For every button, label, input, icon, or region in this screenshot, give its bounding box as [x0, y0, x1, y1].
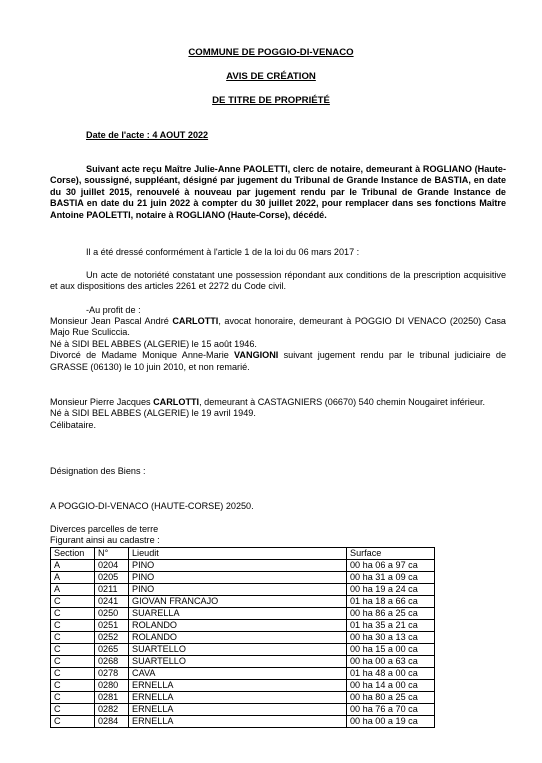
intro-text-1: Suivant acte reçu Maître — [86, 164, 195, 174]
cell-lieudit: SUARTELLO — [129, 656, 347, 668]
cell-lieudit: GIOVAN FRANCAJO — [129, 596, 347, 608]
cell-numero: 0252 — [95, 632, 129, 644]
cell-numero: 0211 — [95, 584, 129, 596]
cell-lieudit: ERNELLA — [129, 704, 347, 716]
cell-section: A — [51, 584, 95, 596]
cadastre-table — [50, 547, 435, 728]
table-row — [51, 704, 435, 716]
person2-identity — [50, 397, 506, 408]
notoriete-text: Un acte de notoriété constatant une possession répondant aux conditions de la prescription acquisitive et aux dispositions des articles 2261 et 2272 du Code civil. — [50, 270, 506, 292]
table-row — [51, 656, 435, 668]
person1-divorce-a: Divorcé de Madame Monique Anne-Marie — [50, 350, 235, 361]
table-row — [51, 632, 435, 644]
cell-surface: 01 ha 18 a 66 ca — [347, 596, 435, 608]
cell-surface: 01 ha 35 a 21 ca — [347, 620, 435, 632]
cell-section: A — [51, 560, 95, 572]
cell-section: C — [51, 716, 95, 728]
intro-text-5: , renouvelé à nouveau par jugement rendu par le Tribunal de Grande Instance de BASTIA en date du 21 juin 2022 à compter du 30 juillet 2022, pour remplacer dans ses fonctions Maître Antoine PAOLETTI, notaire à ROGLIANO (Haute-Corse), décédé. — [50, 186, 506, 220]
cell-numero: 0204 — [95, 560, 129, 572]
cell-lieudit: PINO — [129, 560, 347, 572]
cell-numero: 0278 — [95, 668, 129, 680]
cell-section: C — [51, 692, 95, 704]
cell-surface: 00 ha 06 a 97 ca — [347, 560, 435, 572]
cell-surface: 00 ha 00 a 63 ca — [347, 656, 435, 668]
table-row — [51, 572, 435, 584]
cell-numero: 0268 — [95, 656, 129, 668]
lieu-text: A POGGIO-DI-VENACO (HAUTE-CORSE) 20250. — [50, 501, 254, 511]
table-row — [51, 716, 435, 728]
person1-block — [50, 316, 506, 373]
cell-section: C — [51, 632, 95, 644]
cell-surface: 00 ha 15 a 00 ca — [347, 644, 435, 656]
intro-date-1: 30 juillet 2015 — [65, 186, 130, 197]
table-row — [51, 596, 435, 608]
header-numero: N° — [95, 548, 129, 560]
cell-surface: 00 ha 30 a 13 ca — [347, 632, 435, 644]
intro-text-2: , clerc de notaire, demeurant à — [287, 164, 423, 174]
cell-surface: 00 ha 19 a 24 ca — [347, 584, 435, 596]
parcelles-text: Diverces parcelles de terre — [50, 524, 159, 534]
cell-lieudit: PINO — [129, 584, 347, 596]
cell-section: C — [51, 608, 95, 620]
intro-text-3: , soussigné, suppléant, désigné par jugement du Tribunal de Grande Instance de — [78, 175, 435, 186]
cell-numero: 0280 — [95, 680, 129, 692]
person2-name: CARLOTTI — [153, 397, 200, 407]
cell-section: A — [51, 572, 95, 584]
designation-label: Désignation des Biens : — [50, 466, 146, 476]
intro-text-4: , en date du — [50, 175, 506, 197]
cell-surface: 00 ha 31 a 09 ca — [347, 572, 435, 584]
profit-text: -Au profit de : — [86, 305, 141, 315]
cell-numero: 0265 — [95, 644, 129, 656]
cell-numero: 0205 — [95, 572, 129, 584]
titre-heading: DE TITRE DE PROPRIÉTÉ — [212, 95, 330, 106]
intro-place-2: BASTIA — [434, 175, 469, 186]
cell-surface: 00 ha 00 a 19 ca — [347, 716, 435, 728]
avis-heading: AVIS DE CRÉATION — [226, 71, 316, 82]
table-row — [51, 608, 435, 620]
person1-divorce-b: suivant jugement rendu par le tribunal judiciaire de GRASSE (06130) le 10 juin 2010, et non remarié. — [50, 350, 506, 372]
person2-text-a: Monsieur Pierre Jacques — [50, 397, 154, 407]
cell-numero: 0250 — [95, 608, 129, 620]
table-row — [51, 584, 435, 596]
cell-lieudit: CAVA — [129, 668, 347, 680]
cell-section: C — [51, 596, 95, 608]
person2-block — [50, 397, 506, 431]
cell-surface: 00 ha 86 a 25 ca — [347, 608, 435, 620]
cell-lieudit: ERNELLA — [129, 692, 347, 704]
cell-surface: 00 ha 76 a 70 ca — [347, 704, 435, 716]
cell-surface: 00 ha 14 a 00 ca — [347, 680, 435, 692]
table-row — [51, 680, 435, 692]
person1-born: Né à SIDI BEL ABBES (ALGERIE) le 15 août 1946. — [50, 338, 257, 349]
cell-numero: 0251 — [95, 620, 129, 632]
cell-numero: 0282 — [95, 704, 129, 716]
person1-name: CARLOTTI — [172, 316, 219, 326]
person1-divorce — [50, 350, 506, 373]
table-header-row — [51, 548, 435, 560]
cell-section: C — [51, 644, 95, 656]
notary-name: Julie-Anne PAOLETTI — [194, 164, 288, 174]
dresse-text: Il a été dressé conformément à l'article 1 de la loi du 06 mars 2017 : — [86, 247, 360, 257]
cell-lieudit: SUARELLA — [129, 608, 347, 620]
cell-lieudit: ERNELLA — [129, 680, 347, 692]
person2-text-b: , demeurant à CASTAGNIERS (06670) 540 chemin Nougairet inférieur. — [199, 397, 485, 407]
cell-lieudit: ROLANDO — [129, 620, 347, 632]
person1-identity — [50, 316, 506, 339]
person1-text-b: , avocat honoraire, demeurant à POGGIO DI VENACO (20250) Casa Majo Rue Sculiccia. — [50, 316, 506, 338]
cell-section: C — [51, 620, 95, 632]
intro-paragraph — [50, 164, 506, 221]
cell-lieudit: ROLANDO — [129, 632, 347, 644]
header-surface: Surface — [347, 548, 435, 560]
table-row — [51, 692, 435, 704]
cell-lieudit: SUARTELLO — [129, 644, 347, 656]
intro-place-1: ROGLIANO (Haute-Corse) — [50, 164, 506, 186]
person2-status: Célibataire. — [50, 419, 96, 430]
cell-section: C — [51, 680, 95, 692]
table-row — [51, 668, 435, 680]
header-section: Section — [51, 548, 95, 560]
cell-numero: 0241 — [95, 596, 129, 608]
cell-surface: 00 ha 80 a 25 ca — [347, 692, 435, 704]
cell-section: C — [51, 656, 95, 668]
cell-lieudit: ERNELLA — [129, 716, 347, 728]
cell-section: C — [51, 668, 95, 680]
cell-numero: 0284 — [95, 716, 129, 728]
figurant-text: Figurant ainsi au cadastre : — [50, 535, 160, 545]
table-row — [51, 620, 435, 632]
table-row — [51, 644, 435, 656]
person1-text-a: Monsieur Jean Pascal André — [50, 316, 173, 326]
cell-section: C — [51, 704, 95, 716]
commune-heading: COMMUNE DE POGGIO-DI-VENACO — [188, 47, 354, 58]
date-acte: Date de l'acte : 4 AOUT 2022 — [86, 130, 209, 140]
cell-surface: 01 ha 48 a 00 ca — [347, 668, 435, 680]
person1-divorce-name: VANGIONI — [234, 350, 279, 361]
cadastre-table-body — [51, 560, 435, 728]
cell-numero: 0281 — [95, 692, 129, 704]
header-lieudit: Lieudit — [129, 548, 347, 560]
table-row — [51, 560, 435, 572]
cell-lieudit: PINO — [129, 572, 347, 584]
person2-born: Né à SIDI BEL ABBES (ALGERIE) le 19 avril 1949. — [50, 408, 256, 419]
